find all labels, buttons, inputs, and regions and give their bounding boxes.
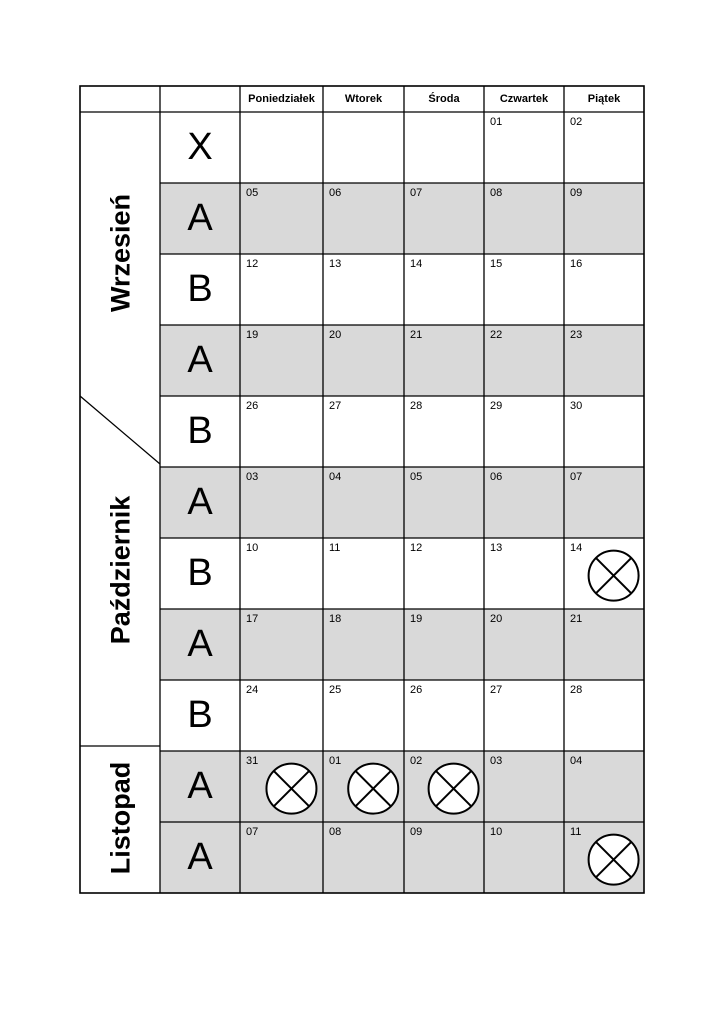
date-number-monday: 03 xyxy=(246,471,259,483)
month-label-november: Listopad xyxy=(105,761,136,875)
date-number-wednesday: 14 xyxy=(410,258,423,270)
date-number-monday: 12 xyxy=(246,258,259,270)
week-type-label: B xyxy=(187,552,213,594)
date-number-friday: 14 xyxy=(570,542,583,554)
date-number-friday: 11 xyxy=(570,826,582,838)
date-number-monday: 17 xyxy=(246,613,259,625)
date-number-wednesday: 21 xyxy=(410,329,423,341)
date-number-wednesday: 12 xyxy=(410,542,423,554)
date-number-wednesday: 05 xyxy=(410,471,423,483)
date-number-tuesday: 20 xyxy=(329,329,342,341)
header-day-tuesday: Wtorek xyxy=(344,93,383,105)
week-type-label: A xyxy=(187,765,213,807)
month-label-september: Wrzesień xyxy=(105,193,136,313)
date-number-wednesday: 19 xyxy=(410,613,423,625)
date-number-friday: 21 xyxy=(570,613,583,625)
date-number-thursday: 22 xyxy=(490,329,503,341)
date-number-friday: 30 xyxy=(570,400,583,412)
date-number-monday: 31 xyxy=(246,755,259,767)
date-number-tuesday: 13 xyxy=(329,258,342,270)
date-number-monday: 19 xyxy=(246,329,259,341)
date-number-friday: 23 xyxy=(570,329,583,341)
date-number-thursday: 29 xyxy=(490,400,503,412)
date-number-tuesday: 08 xyxy=(329,826,342,838)
date-number-wednesday: 28 xyxy=(410,400,423,412)
date-number-friday: 02 xyxy=(570,116,583,128)
date-number-wednesday: 09 xyxy=(410,826,423,838)
date-number-thursday: 01 xyxy=(490,116,503,128)
week-type-label: X xyxy=(187,126,213,168)
date-number-thursday: 06 xyxy=(490,471,503,483)
date-number-thursday: 27 xyxy=(490,684,503,696)
date-number-monday: 24 xyxy=(246,684,259,696)
date-number-monday: 07 xyxy=(246,826,259,838)
week-type-label: B xyxy=(187,410,213,452)
week-type-label: A xyxy=(187,339,213,381)
date-number-friday: 16 xyxy=(570,258,583,270)
date-number-wednesday: 02 xyxy=(410,755,423,767)
date-number-monday: 05 xyxy=(246,187,259,199)
date-number-wednesday: 07 xyxy=(410,187,423,199)
date-number-friday: 07 xyxy=(570,471,583,483)
date-number-friday: 09 xyxy=(570,187,583,199)
week-type-label: A xyxy=(187,197,213,239)
header-day-monday: Poniedziałek xyxy=(248,93,315,105)
header-day-thursday: Czwartek xyxy=(499,93,549,105)
date-number-tuesday: 18 xyxy=(329,613,342,625)
header-day-friday: Piątek xyxy=(587,93,621,105)
header-day-wednesday: Środa xyxy=(428,93,460,105)
date-number-tuesday: 11 xyxy=(329,542,341,554)
date-number-friday: 28 xyxy=(570,684,583,696)
week-type-label: A xyxy=(187,481,213,523)
date-number-tuesday: 01 xyxy=(329,755,342,767)
month-separator-diagonal xyxy=(80,396,160,464)
week-type-label: B xyxy=(187,694,213,736)
date-number-wednesday: 26 xyxy=(410,684,423,696)
date-number-thursday: 03 xyxy=(490,755,503,767)
month-label-october: Październik xyxy=(105,495,136,645)
date-number-friday: 04 xyxy=(570,755,583,767)
week-type-label: B xyxy=(187,268,213,310)
date-number-monday: 26 xyxy=(246,400,259,412)
date-number-monday: 10 xyxy=(246,542,259,554)
date-number-thursday: 08 xyxy=(490,187,503,199)
date-number-thursday: 13 xyxy=(490,542,503,554)
date-number-tuesday: 25 xyxy=(329,684,342,696)
date-number-tuesday: 04 xyxy=(329,471,342,483)
date-number-tuesday: 06 xyxy=(329,187,342,199)
date-number-thursday: 15 xyxy=(490,258,503,270)
week-type-label: A xyxy=(187,623,213,665)
week-type-label: A xyxy=(187,836,213,878)
date-number-tuesday: 27 xyxy=(329,400,342,412)
date-number-thursday: 20 xyxy=(490,613,503,625)
date-number-thursday: 10 xyxy=(490,826,503,838)
